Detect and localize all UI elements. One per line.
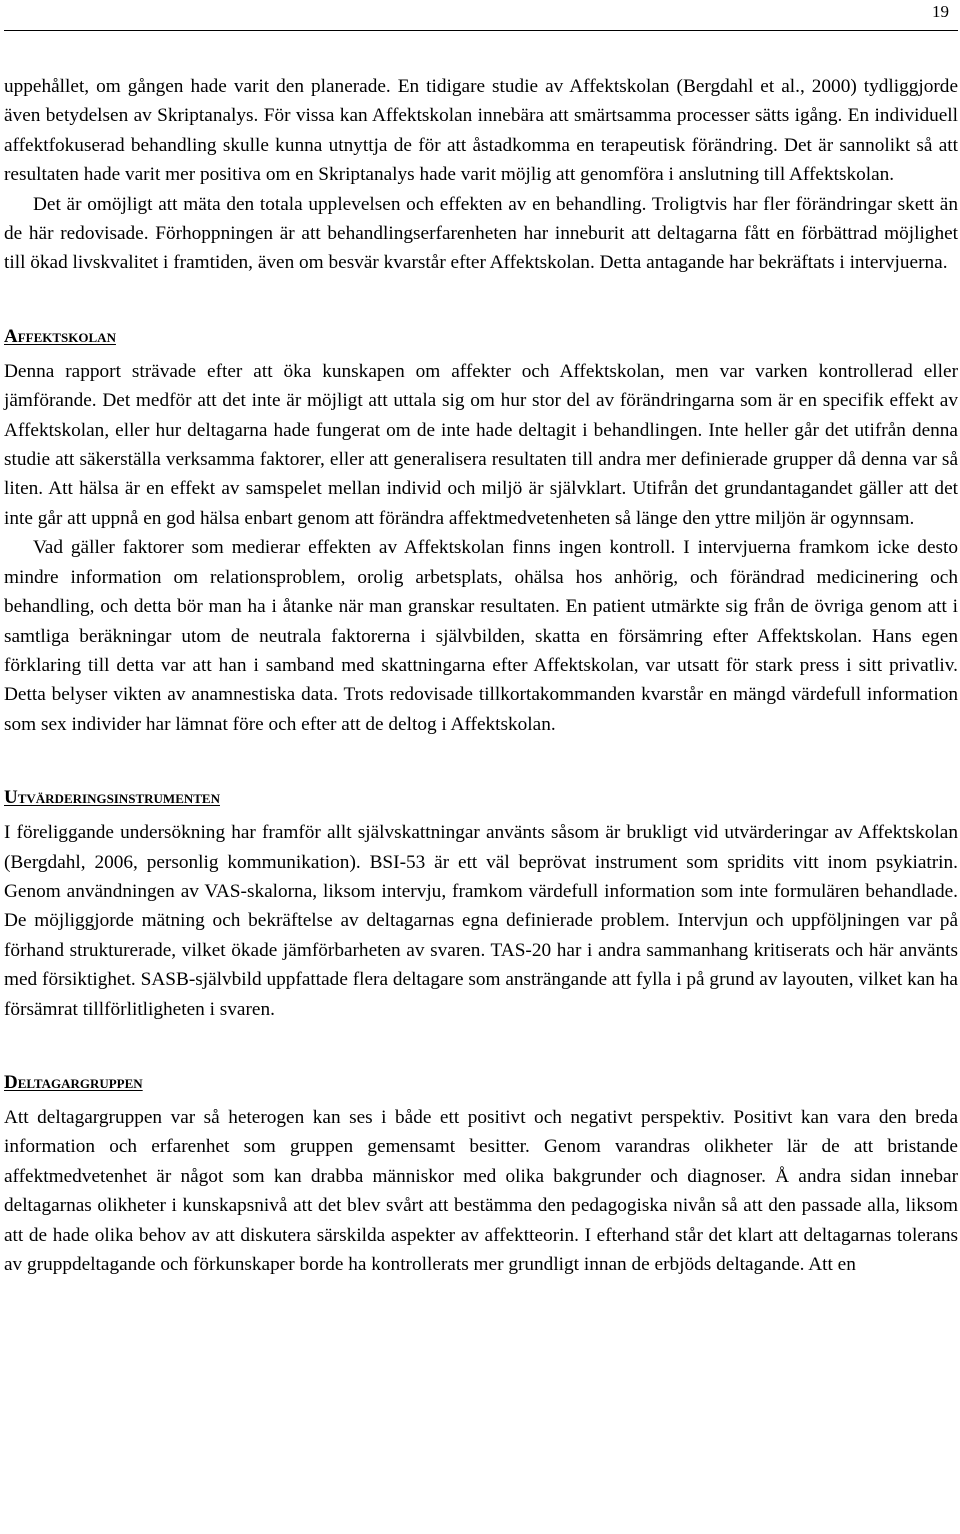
section-heading-affektskolan: Affektskolan bbox=[4, 325, 116, 347]
intro-paragraph-2: Det är omöjligt att mäta den totala upplevelsen och effekten av en behandling. Troligtvis har fler förändringar skett än de här redovisade. Förhoppningen är att behandlingserfarenheten har inneburit att deltagarna fått en förbättrad möjlighet till ökad livskvalitet i framtiden, även om besvär kvarstår efter Affektskolan. Detta antagande har bekräftats i intervjuerna. bbox=[4, 193, 958, 274]
affektskolan-paragraph-1: Denna rapport strävade efter att öka kunskapen om affekter och Affektskolan, men var varken kontrollerad eller jämförande. Det medför att det inte är möjligt att uttala sig om hur stor del av förändringarna som är en specifik effekt av Affektskolan, eller hur deltagarna hade fungerat om de inte hade deltagit i behandlingen. Inte heller går det utifrån denna studie att säkerställa verksamma faktorer, eller att generalisera resultaten till andra mer definierade grupper då denna var så liten. Att hälsa är en effekt av samspelet mellan individ och miljö är självklart. Utifrån det grundantagandet gäller att det inte går att uppnå en god hälsa enbart genom att förändra affektmedvetenheten så länge den yttre miljön är ogynnsam. bbox=[4, 360, 958, 529]
spacer bbox=[4, 278, 958, 322]
page-number: 19 bbox=[932, 2, 949, 21]
section-heading-deltagargruppen: Deltagargruppen bbox=[4, 1071, 143, 1093]
intro-paragraph-1: uppehållet, om gången hade varit den planerade. En tidigare studie av Affektskolan (Bergdahl et al., 2000) tydliggjorde även betydelsen av Skriptanalys. För vissa kan Affektskolan innebära att smärtsamma processer sätts igång. En individuell affektfokuserad behandling skulle kunna utnyttja de för att åstadkomma en terapeutisk förändring. Det är sannolikt så att resultaten hade varit mer positiva om en Skriptanalys hade varit möjlig att genomföra i anslutning till Affektskolan. bbox=[4, 76, 958, 186]
spacer bbox=[4, 739, 958, 783]
header-rule bbox=[4, 30, 958, 31]
section-heading-utvarderingsinstrumenten: Utvärderingsinstrumenten bbox=[4, 787, 220, 809]
affektskolan-paragraph-2: Vad gäller faktorer som medierar effekten av Affektskolan finns ingen kontroll. I intervjuerna framkom icke desto mindre information om relationsproblem, orolig arbetsplats, ohälsa hos anhörig, och förändrad medicinering och behandling, och detta bör man ha i åtanke när man granskar resultaten. En patient utmärkte sig från de övriga genom att i samtliga beräkningar utom de neutrala faktorerna i självbilden, skatta en försämring efter Affektskolan. Hans egen förklaring till detta var att han i samband med skattningarna efter Affektskolan, var utsatt för stark press i sitt privatliv. Detta belyser vikten av anamnestiska data. Trots redovisade tillkortakommanden kvarstår en mängd värdefull information som sex individer har lämnat före och efter att de deltog i Affektskolan. bbox=[4, 537, 958, 735]
utvarderingsinstrumenten-paragraph-1: I föreliggande undersökning har framför allt självskattningar använts såsom är brukligt vid utvärderingar av Affektskolan (Bergdahl, 2006, personlig kommunikation). BSI-53 är ett väl beprövat instrument som spridits vitt inom psykiatrin. Genom användningen av VAS-skalorna, liksom intervju, framkom värdefull information som inte formulären behandlade. De möjliggjorde mätning och bekräftelse av deltagarnas egna definierade problem. Intervjun och uppföljningen var på förhand strukturerade, vilket ökade jämförbarheten av svaren. TAS-20 har i andra sammanhang kritiserats och här använts med försiktighet. SASB-självbild uppfattade flera deltagare som ansträngande att fylla i på grund av layouten, vilket kan ha försämrat tillförlitligheten i svaren. bbox=[4, 822, 958, 1020]
document-body bbox=[4, 72, 958, 1279]
spacer bbox=[4, 1024, 958, 1068]
deltagargruppen-paragraph-1: Att deltagargruppen var så heterogen kan ses i både ett positivt och negativt perspektiv. Positivt kan vara den breda information och erfarenhet som gruppen gemensamt besitter. Genom varandras olikheter lär de att bristande affektmedvetenhet är något som kan drabba människor med olika bakgrunder och diagnoser. Å andra sidan innebar deltagarnas olikheter i kunskapsnivå att det blev svårt att bestämma den pedagogiska nivån så att den passade alla, liksom att de hade olika behov av att diskutera särskilda aspekter av affektteorin. I efterhand står det klart att deltagarnas tolerans av gruppdeltagande och förkunskaper borde ha kontrollerats mer grundligt innan de erbjöds deltagande. Att en bbox=[4, 1106, 958, 1275]
